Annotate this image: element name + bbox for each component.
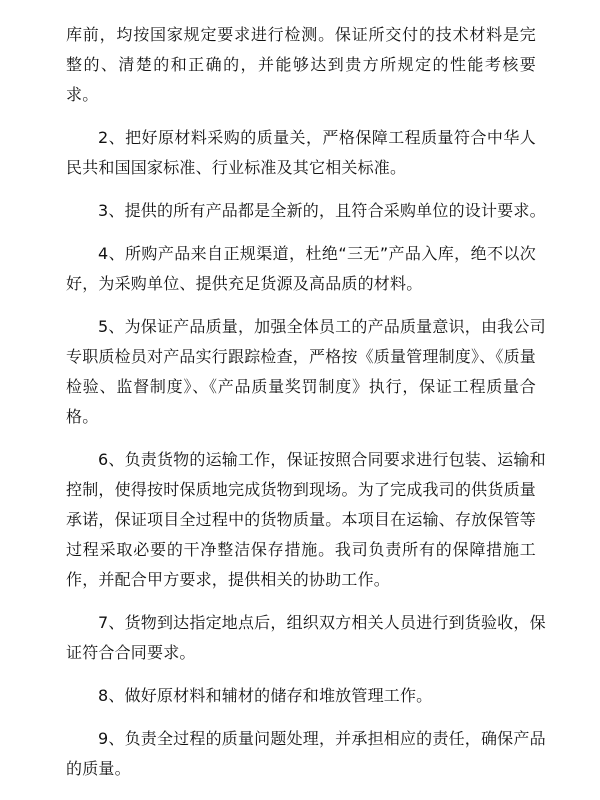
text-line: 格。 (66, 407, 99, 426)
paragraph-1 (66, 20, 536, 110)
paragraph-3 (66, 196, 546, 226)
text-line: 控制，使得按时保质地完成货物到现场。为了完成我司的供货质量 (66, 480, 536, 499)
document-body (66, 20, 546, 797)
text-line: 库前，均按国家规定要求进行检测。保证所交付的技术材料是完 (66, 25, 536, 44)
paragraph-6 (66, 445, 546, 595)
text-line: 的质量。 (66, 759, 131, 778)
text-line: 9、负责全过程的质量问题处理，并承担相应的责任，确保产品 (98, 729, 546, 748)
text-line: 作，并配合甲方要求，提供相关的协助工作。 (66, 570, 391, 589)
text-line: 求。 (66, 85, 99, 104)
text-line: 2、把好原材料采购的质量关，严格保障工程质量符合中华人 (98, 128, 536, 147)
text-line: 检验、监督制度》、《产品质量奖罚制度》执行，保证工程质量合 (66, 377, 536, 396)
paragraph-4 (66, 239, 536, 299)
text-line: 过程采取必要的干净整洁保存措施。我司负责所有的保障措施工 (66, 540, 536, 559)
text-line: 5、为保证产品质量，加强全体员工的产品质量意识，由我公司 (98, 317, 546, 336)
text-line: 专职质检员对产品实行跟踪检查，严格按《质量管理制度》、《质量 (66, 347, 537, 366)
text-line: 好，为采购单位、提供充足货源及高品质的材料。 (66, 274, 423, 293)
text-line: 民共和国国家标准、行业标准及其它相关标准。 (66, 158, 407, 177)
text-line: 4、所购产品来自正规渠道，杜绝“三无”产品入库，绝不以次 (98, 244, 536, 263)
text-line: 7、货物到达指定地点后，组织双方相关人员进行到货验收，保 (98, 613, 546, 632)
text-line: 8、做好原材料和辅材的储存和堆放管理工作。 (98, 686, 433, 705)
text-line: 3、提供的所有产品都是全新的，且符合采购单位的设计要求。 (98, 201, 546, 220)
paragraph-2 (66, 123, 536, 183)
text-line: 证符合合同要求。 (66, 643, 196, 662)
paragraph-8 (66, 681, 536, 711)
paragraph-7 (66, 608, 546, 668)
text-line: 整的、清楚的和正确的，并能够达到贵方所规定的性能考核要 (66, 55, 536, 74)
text-line: 6、负责货物的运输工作，保证按照合同要求进行包装、运输和 (98, 450, 546, 469)
paragraph-9 (66, 724, 546, 784)
text-line: 承诺，保证项目全过程中的货物质量。本项目在运输、存放保管等 (66, 510, 536, 529)
paragraph-5 (66, 312, 546, 432)
